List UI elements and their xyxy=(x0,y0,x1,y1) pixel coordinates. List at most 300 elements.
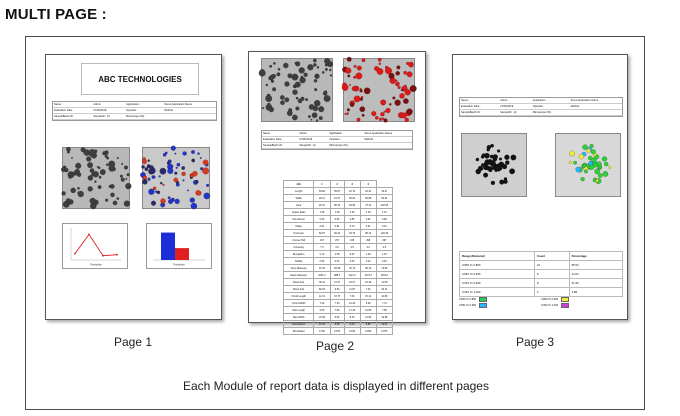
table-cell: 7.5 xyxy=(314,244,330,251)
line-series xyxy=(75,234,117,255)
particle-mark xyxy=(206,184,209,187)
table-row xyxy=(284,202,393,209)
microscope-image xyxy=(461,133,527,197)
table-cell: 38.41 xyxy=(314,279,330,286)
particle-mark xyxy=(410,85,417,92)
particle-mark xyxy=(163,153,166,156)
table-cell: 19.88 xyxy=(376,314,392,321)
table-cell: 1.56 xyxy=(344,209,360,216)
table-cell: Length xyxy=(284,188,314,195)
classified-image xyxy=(555,133,621,197)
legend-swatch xyxy=(479,297,487,302)
particle-mark xyxy=(167,161,170,164)
particle-mark xyxy=(403,98,408,103)
particle-image xyxy=(462,134,526,196)
particle-mark xyxy=(382,118,384,120)
table-cell: 0.63 xyxy=(330,258,344,265)
table-cell: 6.80 xyxy=(314,307,330,314)
particle-mark xyxy=(350,103,354,107)
table-row xyxy=(284,328,393,335)
info-cell: Admin xyxy=(298,131,328,137)
particle-mark xyxy=(345,68,351,74)
table-cell: 6.80 xyxy=(330,286,344,293)
particle-mark xyxy=(604,162,608,166)
particle-mark xyxy=(313,59,316,62)
particle-mark xyxy=(94,181,96,183)
particle-mark xyxy=(278,68,280,70)
info-cell xyxy=(570,110,622,116)
bar xyxy=(161,233,175,260)
table-cell: 60.61 xyxy=(376,195,392,202)
particle-mark xyxy=(91,173,94,176)
table-cell: 6.80 xyxy=(330,314,344,321)
microscope-image xyxy=(62,147,130,209)
column-header: Range (Diameter) xyxy=(460,252,535,261)
table-cell: 0.52 xyxy=(314,258,330,265)
particle-mark xyxy=(395,82,399,86)
particle-mark xyxy=(511,155,517,161)
table-row xyxy=(284,279,393,286)
info-cell: SampleBatch ID : xyxy=(460,110,499,116)
table-cell: 15.47 xyxy=(330,195,344,202)
table-cell: 13.80 xyxy=(376,265,392,272)
info-cell: Method xyxy=(363,137,412,143)
table-cell: Roundness xyxy=(284,216,314,223)
table-cell: 15.68 xyxy=(314,314,330,321)
particle-mark xyxy=(375,116,378,119)
particle-mark xyxy=(296,97,298,99)
particle-mark xyxy=(296,107,300,111)
particle-mark xyxy=(597,162,602,167)
table-cell: 0.80 xyxy=(376,216,392,223)
particle-mark xyxy=(162,184,164,186)
table-cell: 55.87 xyxy=(330,188,344,195)
line-point xyxy=(88,234,90,236)
particle-mark xyxy=(75,163,81,169)
info-cell: Operator : xyxy=(532,104,570,110)
table-row xyxy=(284,293,393,300)
page-2-label: Page 2 xyxy=(316,339,355,353)
info-cell: Microscope Obj : xyxy=(532,110,570,116)
table-row xyxy=(284,300,393,307)
particle-mark xyxy=(379,118,382,121)
particle-mark xyxy=(379,63,381,65)
particle-mark xyxy=(271,80,274,83)
table-row xyxy=(460,279,623,288)
table-row xyxy=(284,314,393,321)
particle-mark xyxy=(100,169,106,175)
particle-mark xyxy=(476,158,479,161)
table-cell: 6 xyxy=(534,270,569,279)
table-cell: Max Radius xyxy=(284,321,314,328)
table-cell: 0.82 xyxy=(330,216,344,223)
table-cell: 1.41 xyxy=(376,209,392,216)
particle-mark xyxy=(152,175,155,178)
particle-mark xyxy=(190,198,195,203)
particle-mark xyxy=(581,177,585,181)
table-cell: Mean Axis xyxy=(284,279,314,286)
particle-mark xyxy=(77,187,79,189)
particle-mark xyxy=(324,58,330,64)
table-cell: 60.18 xyxy=(314,286,330,293)
table-cell: 4.5 xyxy=(344,244,360,251)
info-row xyxy=(53,114,216,120)
page-heading: MULTI PAGE : xyxy=(5,6,107,23)
table-cell: 4.88 xyxy=(569,288,622,297)
column-header: 2 xyxy=(330,181,344,188)
particle-mark xyxy=(360,107,365,112)
particle-mark xyxy=(183,152,187,156)
particle-mark xyxy=(283,63,288,68)
table-cell: 73.13 xyxy=(360,202,376,209)
particle-mark xyxy=(499,167,502,170)
column-header: 4 xyxy=(360,181,376,188)
particle-mark xyxy=(269,65,272,68)
particle-mark xyxy=(292,74,299,81)
particle-mark xyxy=(602,157,607,162)
table-cell: 1.38 xyxy=(330,251,344,258)
table-cell: 0.81 xyxy=(330,223,344,230)
info-cell: Some Application Name xyxy=(163,102,216,108)
company-title: ABC TECHNOLOGIES xyxy=(81,63,199,95)
particle-mark xyxy=(483,173,488,178)
particle-mark xyxy=(491,181,495,185)
particle-mark xyxy=(175,153,177,155)
particle-mark xyxy=(272,87,276,91)
table-cell: Elongation xyxy=(284,251,314,258)
table-cell: 1073.3 xyxy=(360,272,376,279)
particle-mark xyxy=(88,186,93,191)
particle-mark xyxy=(408,62,413,67)
info-cell: Some Application Name xyxy=(363,131,412,137)
particle-mark xyxy=(191,203,197,209)
table-row xyxy=(284,272,393,279)
particle-mark xyxy=(347,108,350,111)
particle-mark xyxy=(266,84,268,86)
particle-mark xyxy=(292,115,297,120)
particle-mark xyxy=(598,173,602,177)
particle-image xyxy=(262,59,332,121)
particle-mark xyxy=(377,68,383,74)
particle-mark xyxy=(174,172,177,175)
particle-mark xyxy=(71,157,73,159)
table-cell: Width xyxy=(284,195,314,202)
table-cell: 0.42 xyxy=(360,258,376,265)
particle-mark xyxy=(349,84,351,86)
table-cell: Area xyxy=(284,202,314,209)
table-cell: 107 xyxy=(314,237,330,244)
particle-mark xyxy=(603,171,608,176)
particle-mark xyxy=(159,175,161,177)
classified-image xyxy=(142,147,210,209)
particle-mark xyxy=(195,180,198,183)
table-cell: 0.61 xyxy=(376,223,392,230)
table-cell: 15.12 xyxy=(360,293,376,300)
table-cell: 22.34 xyxy=(360,188,376,195)
table-cell: 6.85 xyxy=(360,321,376,328)
table-cell: Convexity xyxy=(284,244,314,251)
table-cell: 0.62 xyxy=(360,216,376,223)
table-cell: 10.76 xyxy=(344,188,360,195)
particle-mark xyxy=(204,193,210,199)
table-row xyxy=(284,223,393,230)
particle-mark xyxy=(405,89,411,95)
particle-mark xyxy=(265,95,272,102)
particle-mark xyxy=(345,113,347,115)
particle-mark xyxy=(167,168,173,174)
info-cell: Microscope Obj : xyxy=(125,114,163,120)
table-cell: 0.876 xyxy=(376,328,392,335)
table-cell: 11.45 xyxy=(314,321,330,328)
info-cell: Microscope Obj : xyxy=(328,143,363,149)
table-cell: 26.14 xyxy=(314,195,330,202)
particle-mark xyxy=(98,185,102,189)
table-cell: 0.951 To 0.950 xyxy=(460,279,535,288)
particle-mark xyxy=(317,66,319,68)
table-cell: 1051.3 xyxy=(314,272,330,279)
particle-mark xyxy=(595,169,600,174)
particle-mark xyxy=(259,70,266,77)
table-cell: 4.6 xyxy=(360,244,376,251)
table-cell: 88.43 xyxy=(330,202,344,209)
particle-mark xyxy=(269,75,274,80)
table-cell: 33.47 xyxy=(376,188,392,195)
particle-mark xyxy=(171,198,175,202)
legend-swatch xyxy=(561,303,569,308)
info-cell: 27/06/2019 xyxy=(92,108,125,114)
particle-mark xyxy=(160,182,162,184)
particle-mark xyxy=(121,178,125,182)
table-cell: 88.14 xyxy=(360,230,376,237)
particle-mark xyxy=(99,176,102,179)
info-cell xyxy=(163,114,216,120)
particle-mark xyxy=(325,68,328,71)
particle-mark xyxy=(88,175,93,180)
table-cell: 45.47 xyxy=(314,202,330,209)
particle-mark xyxy=(68,199,73,204)
table-row xyxy=(284,230,393,237)
particle-mark xyxy=(145,167,148,170)
particle-mark xyxy=(570,151,575,156)
info-cell: Application : xyxy=(125,102,163,108)
particle-mark xyxy=(324,95,331,102)
table-cell: 0.63 xyxy=(344,251,360,258)
particle-mark xyxy=(124,201,130,207)
table-row xyxy=(284,237,393,244)
info-cell: 27/06/2019 xyxy=(499,104,532,110)
particle-mark xyxy=(579,154,584,159)
particle-mark xyxy=(127,173,130,176)
table-cell: 0.63 xyxy=(376,258,392,265)
legend-swatch xyxy=(561,297,569,302)
line-chart-svg xyxy=(63,224,127,268)
particle-mark xyxy=(196,190,201,195)
particle-mark xyxy=(316,119,318,121)
info-cell: SampleID : 12 xyxy=(499,110,532,116)
info-cell: Admin xyxy=(499,98,532,104)
particle-mark xyxy=(360,88,362,90)
particle-mark xyxy=(175,199,180,204)
particle-mark xyxy=(360,89,363,92)
particle-mark xyxy=(354,65,357,68)
particle-mark xyxy=(312,113,317,118)
table-cell: 1.48 xyxy=(330,209,344,216)
info-cell: Evaluation Date : xyxy=(262,137,298,143)
particle-mark xyxy=(576,167,581,172)
particle-mark xyxy=(386,108,391,113)
particle-mark xyxy=(174,178,178,182)
particle-mark xyxy=(64,168,68,172)
particle-mark xyxy=(81,147,86,152)
particle-mark xyxy=(200,157,202,159)
particle-mark xyxy=(102,151,106,155)
particle-mark xyxy=(148,178,151,181)
classified-particle-image xyxy=(344,59,414,121)
legend-label: 0.851 To 0.950 xyxy=(459,304,477,308)
table-cell: 988.3 xyxy=(330,272,344,279)
table-row xyxy=(284,195,393,202)
classified-particle-image xyxy=(556,134,620,196)
particle-mark xyxy=(191,150,195,154)
particle-mark xyxy=(304,73,308,77)
table-cell: 58.54 xyxy=(569,261,622,270)
particle-mark xyxy=(397,66,401,70)
table-cell: 7.34 xyxy=(360,286,376,293)
particle-mark xyxy=(499,158,502,161)
page-3-label: Page 3 xyxy=(516,335,555,349)
particle-mark xyxy=(67,151,70,154)
info-cell: Evaluation Date : xyxy=(53,108,92,114)
info-cell: Name : xyxy=(262,131,298,137)
table-cell: 21.95 xyxy=(569,279,622,288)
particle-mark xyxy=(484,162,488,166)
particle-mark xyxy=(318,106,324,112)
particle-mark xyxy=(342,84,348,90)
line-chart xyxy=(62,223,128,269)
info-cell: SampleID : 12 xyxy=(92,114,125,120)
particle-mark xyxy=(598,166,601,169)
table-cell: 28.12 xyxy=(360,265,376,272)
report-page-1 xyxy=(45,54,222,320)
table-cell: 10.24 xyxy=(344,300,360,307)
info-cell: SampleBatch ID : xyxy=(262,143,298,149)
table-cell: 0.873 xyxy=(330,328,344,335)
particle-mark xyxy=(121,163,123,165)
particle-mark xyxy=(171,146,176,151)
particle-mark xyxy=(357,118,361,122)
table-cell: 14.63 xyxy=(569,270,622,279)
particle-mark xyxy=(322,71,324,73)
info-table xyxy=(459,97,623,117)
particle-mark xyxy=(314,100,320,106)
table-cell: 11.87 xyxy=(344,286,360,293)
particle-mark xyxy=(153,187,156,190)
particle-mark xyxy=(295,75,297,77)
particle-mark xyxy=(587,149,591,153)
table-cell: 103.46 xyxy=(376,230,392,237)
info-cell: Method xyxy=(570,104,622,110)
particle-mark xyxy=(75,169,80,174)
table-cell: Convex Hull xyxy=(284,237,314,244)
particle-mark xyxy=(380,100,386,106)
particle-mark xyxy=(124,166,128,170)
table-row xyxy=(284,258,393,265)
particle-mark xyxy=(90,203,96,209)
legend-item xyxy=(459,303,541,309)
particle-mark xyxy=(592,158,597,163)
table-cell: Equiv Diameter xyxy=(284,272,314,279)
particle-mark xyxy=(393,97,396,100)
particle-mark xyxy=(353,76,356,79)
particle-mark xyxy=(493,164,497,168)
particle-mark xyxy=(362,114,365,117)
particle-mark xyxy=(357,66,362,71)
particle-mark xyxy=(109,165,115,171)
particle-mark xyxy=(292,90,297,95)
table-cell: Chord Width xyxy=(284,300,314,307)
table-cell: 21.86 xyxy=(360,307,376,314)
particle-mark xyxy=(398,86,401,89)
line-point xyxy=(74,253,76,255)
particle-mark xyxy=(314,79,317,82)
particle-mark xyxy=(591,150,596,155)
particle-mark xyxy=(493,157,497,161)
particle-mark xyxy=(487,148,490,151)
table-row xyxy=(284,251,393,258)
info-cell: Admin xyxy=(92,102,125,108)
table-cell: 0.63 xyxy=(344,258,360,265)
bar-chart xyxy=(146,223,212,269)
particle-mark xyxy=(148,160,150,162)
bar xyxy=(175,248,189,260)
particle-mark xyxy=(319,116,323,120)
particle-mark xyxy=(277,73,281,77)
particle-mark xyxy=(197,153,199,155)
table-row xyxy=(284,286,393,293)
table-header-row xyxy=(460,252,623,261)
particle-mark xyxy=(89,149,96,156)
table-cell: 17.34 xyxy=(344,307,360,314)
particle-mark xyxy=(78,191,84,197)
particle-mark xyxy=(356,73,363,80)
particle-mark xyxy=(176,167,178,169)
table-cell: 1121.3 xyxy=(344,272,360,279)
table-cell: Perimeter xyxy=(284,230,314,237)
table-row xyxy=(284,265,393,272)
particle-mark xyxy=(497,150,500,153)
table-cell: 7.74 xyxy=(376,300,392,307)
info-cell: Name : xyxy=(460,98,499,104)
table-cell: 22.39 xyxy=(360,279,376,286)
table-cell: 297 xyxy=(376,237,392,244)
particle-mark xyxy=(407,72,413,78)
particle-mark xyxy=(389,103,391,105)
particle-mark xyxy=(127,186,129,188)
table-cell: Aspect Ratio xyxy=(284,209,314,216)
particle-mark xyxy=(476,169,481,174)
info-cell: SampleBatch ID : xyxy=(53,114,92,120)
particle-mark xyxy=(182,166,185,169)
particle-image xyxy=(63,148,129,208)
particle-mark xyxy=(499,162,504,167)
table-cell: Chord Length xyxy=(284,293,314,300)
table-cell: 236 xyxy=(344,237,360,244)
table-cell: 0.51 xyxy=(360,223,376,230)
multipage-frame xyxy=(25,36,645,410)
column-header: Percentage xyxy=(569,252,622,261)
particle-mark xyxy=(364,88,370,94)
legend-label: 0.850 To 0.950 xyxy=(541,298,559,302)
